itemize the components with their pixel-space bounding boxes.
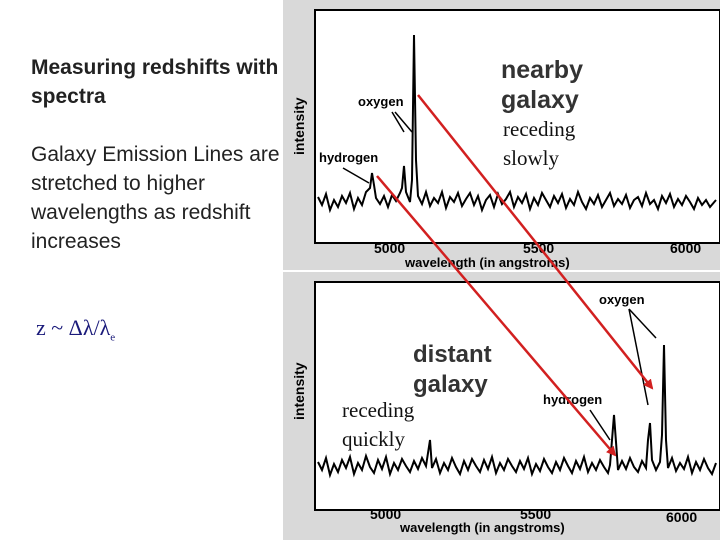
bottom-title-line2: galaxy (413, 371, 488, 398)
formula-subscript: e (110, 331, 116, 344)
bottom-hydrogen-label: hydrogen (543, 392, 603, 407)
note-fast-line2: quickly (342, 427, 405, 451)
top-y-label: intensity (291, 97, 307, 155)
note-slow-line2: slowly (503, 146, 560, 170)
top-x-label: wavelength (in angstroms) (405, 255, 570, 270)
receding-quickly-note (342, 396, 414, 454)
bottom-tick-5000: 5000 (370, 506, 402, 522)
top-tick-5000: 5000 (374, 240, 406, 256)
formula-symbols: Δλ/λ (68, 315, 111, 340)
bottom-tick-5500: 5500 (520, 506, 552, 522)
bottom-title-line1: distant (413, 341, 492, 368)
note-slow-line1: receding (503, 117, 576, 141)
bottom-oxygen-label: oxygen (599, 292, 645, 307)
slide-description: Galaxy Emission Lines are stretched to higher wavelengths as redshift increases (31, 143, 280, 253)
formula-prefix: z ~ (36, 315, 69, 340)
slide-heading: Measuring redshifts with spectra (31, 56, 279, 108)
top-hydrogen-label: hydrogen (319, 150, 379, 165)
note-fast-line1: receding (342, 398, 415, 422)
bottom-x-label: wavelength (in angstroms) (400, 520, 565, 535)
receding-slowly-note (503, 115, 575, 173)
top-title-line2: galaxy (501, 86, 579, 114)
bottom-tick-6000: 6000 (666, 509, 698, 525)
top-tick-6000: 6000 (670, 240, 702, 256)
top-title-line1: nearby (501, 56, 583, 84)
top-tick-5500: 5500 (523, 240, 555, 256)
top-oxygen-label: oxygen (358, 94, 404, 109)
bottom-y-label: intensity (291, 362, 307, 420)
